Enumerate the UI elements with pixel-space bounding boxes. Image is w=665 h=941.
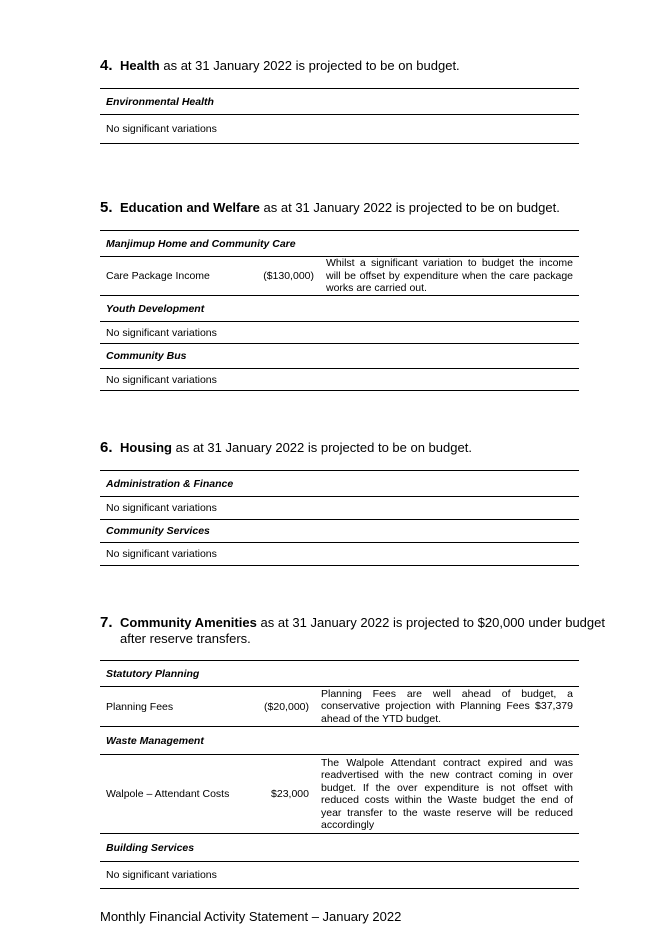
section-text: as at 31 January 2022 is projected to be on budget. xyxy=(172,440,472,455)
item-amount: ($130,000) xyxy=(246,257,320,296)
page-footer: Monthly Financial Activity Statement – January 2022 xyxy=(100,909,402,924)
variance-table xyxy=(100,88,579,144)
section-number: 6. xyxy=(100,439,113,456)
section-title: Health xyxy=(120,58,160,73)
variance-table xyxy=(100,230,579,391)
item-amount: ($20,000) xyxy=(240,687,315,727)
section-title: Community Amenities xyxy=(120,615,257,630)
section-text: as at 31 January 2022 is projected to $20,000 under budget after reserve transfers. xyxy=(120,615,605,646)
section-text: as at 31 January 2022 is projected to be on budget. xyxy=(259,200,560,215)
section-number: 7. xyxy=(100,614,113,631)
no-variations-text: No significant variations xyxy=(100,497,579,520)
item-label: Planning Fees xyxy=(100,687,240,727)
section-text: as at 31 January 2022 is projected to be on budget. xyxy=(159,58,460,73)
subsection-heading: Community Services xyxy=(100,520,579,543)
section-title: Housing xyxy=(120,440,172,455)
subsection-heading: Environmental Health xyxy=(100,89,579,115)
section-number: 5. xyxy=(100,199,113,216)
subsection-heading: Building Services xyxy=(100,834,579,862)
variance-table xyxy=(100,660,579,889)
no-variations-text: No significant variations xyxy=(100,862,579,889)
subsection-heading: Waste Management xyxy=(100,727,579,755)
item-description: The Walpole Attendant contract expired and was readvertised with the new contract coming in over budget. If the over expenditure is not offset with reduced costs within the Waste budget the end of year transfer to the waste reserve will be reduced accordingly xyxy=(315,755,579,834)
item-label: Walpole – Attendant Costs xyxy=(100,755,240,834)
no-variations-text: No significant variations xyxy=(100,115,579,144)
no-variations-text: No significant variations xyxy=(100,322,579,344)
subsection-heading: Administration & Finance xyxy=(100,471,579,497)
variance-table xyxy=(100,470,579,566)
subsection-heading: Community Bus xyxy=(100,344,579,369)
item-amount: $23,000 xyxy=(240,755,315,834)
section-title: Education and Welfare xyxy=(120,200,260,215)
item-label: Care Package Income xyxy=(100,257,246,296)
item-description: Planning Fees are well ahead of budget, a conservative projection with Planning Fees $37,379 ahead of the YTD budget. xyxy=(315,687,579,727)
subsection-heading: Statutory Planning xyxy=(100,661,579,687)
subsection-heading: Manjimup Home and Community Care xyxy=(100,231,579,257)
subsection-heading: Youth Development xyxy=(100,296,579,322)
no-variations-text: No significant variations xyxy=(100,369,579,391)
section-number: 4. xyxy=(100,57,113,74)
no-variations-text: No significant variations xyxy=(100,543,579,566)
item-description: Whilst a significant variation to budget the income will be offset by expenditure when the care package works are carried out. xyxy=(320,257,579,296)
